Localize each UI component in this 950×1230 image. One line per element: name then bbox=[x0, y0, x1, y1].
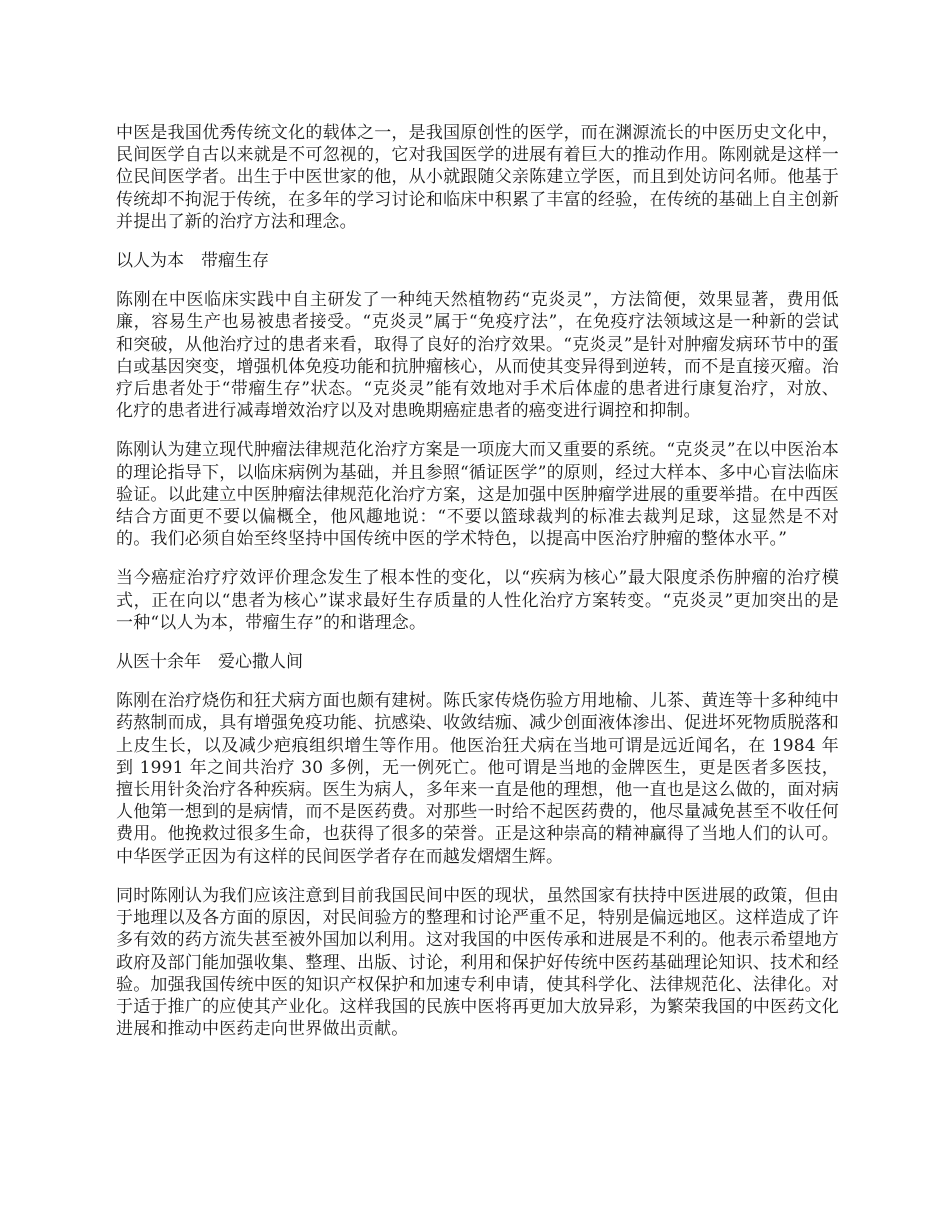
paragraph-burns-and-rabies: 陈刚在治疗烧伤和狂犬病方面也颇有建树。陈氏家传烧伤验方用地榆、儿茶、黄连等十多种纯中药熬制而成，具有增强免疫功能、抗感染、收敛结痂、减少创面液体渗出、促进坏死物质脱落和上皮生长，以及减少疤痕组织增生等作用。他医治狂犬病在当地可谓是远近闻名，在 1984 年到 1991 年之间共治疗 30 多例，无一例死亡。他可谓是当地的金牌医生，更是医者多医技，擅长用针灸治疗各种疾病。医生为病人，多年来一直是他的理想，他一直也是这么做的，面对病人他第一想到的是病情，而不是医药费。对那些一时给不起医药费的，他尽量减免甚至不收任何费用。他挽救过很多生命，也获得了很多的荣誉。正是这种崇高的精神赢得了当地人们的认可。中华医学正因为有这样的民间医学者存在而越发熠熠生辉。 bbox=[116, 691, 839, 867]
paragraph-treatment-concept-shift: 当今癌症治疗疗效评价理念发生了根本性的变化，以“疾病为核心”最大限度杀伤肿瘤的治疗模式，正在向以“患者为核心”谋求最好生存质量的人性化治疗方案转变。“克炎灵”更加突出的是一种“以人为本，带瘤生存”的和谐理念。 bbox=[116, 568, 839, 633]
section-heading-people-first: 以人为本 带瘤生存 bbox=[116, 251, 269, 272]
paragraph-folk-medicine-outlook: 同时陈刚认为我们应该注意到目前我国民间中医的现状，虽然国家有扶持中医进展的政策，但由于地理以及各方面的原因，对民间验方的整理和讨论严重不足，特别是偏远地区。这样造成了许多有效的药方流失甚至被外国加以利用。这对我国的中医传承和进展是不利的。他表示希望地方政府及部门能加强收集、整理、出版、讨论，利用和保护好传统中医药基础理论知识、技术和经验。加强我国传统中医的知识产权保护和加速专利申请，使其科学化、法律规范化、法律化。对于适于推广的应使其产业化。这样我国的民族中医将再更加大放异彩，为繁荣我国的中医药文化进展和推动中医药走向世界做出贡献。 bbox=[116, 885, 839, 1040]
paragraph-tumor-treatment-standard: 陈刚认为建立现代肿瘤法律规范化治疗方案是一项庞大而又重要的系统。“克炎灵”在以中医治本的理论指导下，以临床病例为基础，并且参照“循证医学”的原则，经过大样本、多中心盲法临床验证。以此建立中医肿瘤法律规范化治疗方案，这是加强中医肿瘤学进展的重要举措。在中西医结合方面更不要以偏概全，他风趣地说：“不要以篮球裁判的标准去裁判足球，这显然是不对的。我们必须自始至终坚持中国传统中医的学术特色，以提高中医治疗肿瘤的整体水平。” bbox=[116, 440, 839, 550]
article-body bbox=[116, 122, 839, 1057]
section-heading-ten-years-practice: 从医十余年 爱心撒人间 bbox=[116, 652, 303, 673]
paragraph-keyanling-research: 陈刚在中医临床实践中自主研发了一种纯天然植物药“克炎灵”，方法简便，效果显著，费用低廉，容易生产也易被患者接受。“克炎灵”属于“免疫疗法”，在免疫疗法领域这是一种新的尝试和突破，从他治疗过的患者来看，取得了良好的治疗效果。“克炎灵”是针对肿瘤发病环节中的蛋白或基因突变，增强机体免疫功能和抗肿瘤核心，从而使其变异得到逆转，而不是直接灭瘤。治疗后患者处于“带瘤生存”状态。“克炎灵”能有效地对手术后体虚的患者进行康复治疗，对放、化疗的患者进行减毒增效治疗以及对患晚期癌症患者的癌变进行调控和抑制。 bbox=[116, 290, 839, 422]
intro-paragraph: 中医是我国优秀传统文化的载体之一，是我国原创性的医学，而在渊源流长的中医历史文化中，民间医学自古以来就是不可忽视的，它对我国医学的进展有着巨大的推动作用。陈刚就是这样一位民间医学者。出生于中医世家的他，从小就跟随父亲陈建立学医，而且到处访问名师。他基于传统却不拘泥于传统，在多年的学习讨论和临床中积累了丰富的经验，在传统的基础上自主创新并提出了新的治疗方法和理念。 bbox=[116, 123, 839, 232]
